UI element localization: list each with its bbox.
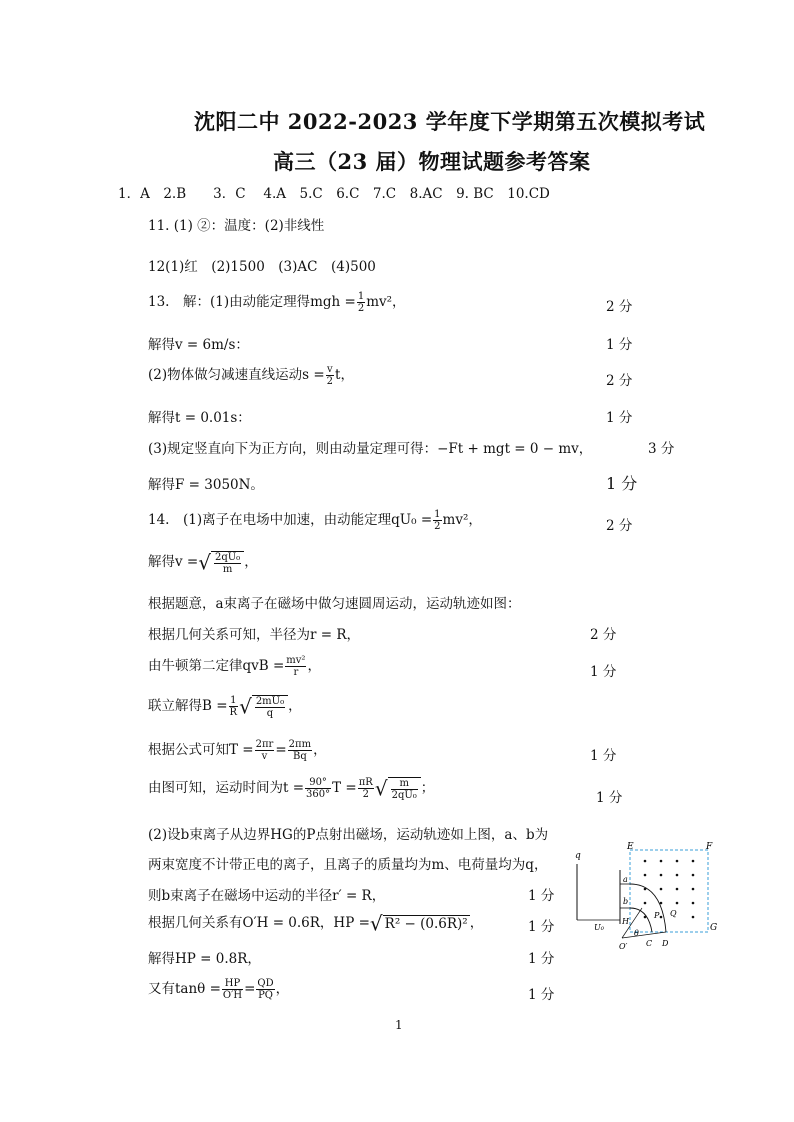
page-number: 1 bbox=[395, 1018, 403, 1032]
q14-line4: 根据几何关系可知，半径为r = R， bbox=[148, 627, 361, 643]
q14-line7: 根据公式可知T = $\frac{2\pi r}{v}$ = $\frac{2\pi m}{Bq}$ ， bbox=[148, 739, 327, 762]
q14-score5: 1 分 bbox=[590, 664, 617, 680]
q14-score13: 1 分 bbox=[528, 951, 555, 967]
field-boundary bbox=[630, 850, 708, 932]
label-b: b bbox=[623, 897, 629, 906]
label-theta: θ bbox=[634, 929, 639, 938]
q13-line4: 解得t = 0.01s： bbox=[148, 410, 251, 426]
trajectory-a bbox=[630, 884, 666, 932]
label-a: a bbox=[623, 875, 628, 884]
q14-line13: 解得HP = 0.8R， bbox=[148, 951, 261, 967]
label-g: G bbox=[710, 923, 718, 933]
label-o-prime: O′ bbox=[619, 942, 628, 951]
q13-score4: 1 分 bbox=[606, 410, 633, 426]
q14-line14: 又有tanθ = $\frac{HP}{O'H}$ = $\frac{QD}{PQ}$ ， bbox=[148, 978, 290, 1001]
q13-score5: 3 分 bbox=[648, 441, 675, 457]
q14-score1: 2 分 bbox=[606, 518, 633, 534]
q14-line2: 解得v =√ $\frac{\text{2qU₀}}{m}$ ， bbox=[148, 550, 258, 575]
q14-line11: 则b束离子在磁场中运动的半径r′ = R， bbox=[148, 888, 386, 904]
q13-line6: 解得F = 3050N。 bbox=[148, 477, 264, 493]
q14-score7: 1 分 bbox=[590, 748, 617, 764]
page-subtitle: 高三（23 届）物理试题参考答案 bbox=[273, 149, 591, 174]
label-h: H bbox=[622, 917, 629, 926]
q14-line5: 由牛顿第二定律qvB = $\frac{\text{mv²}}{r}$ ， bbox=[148, 655, 321, 678]
label-q: q bbox=[575, 851, 581, 861]
answer-12: 12(1)红 (2)1500 (3)AC (4)500 bbox=[148, 259, 376, 275]
q14-line8: 由图可知，运动时间为t = $\frac{90^\circ}{360^\circ}$ T = $\frac{\pi R}{2}$ √ $\frac{m}{\text{2qU₀}}$ ； bbox=[148, 776, 435, 801]
q14-score8: 1 分 bbox=[596, 790, 623, 806]
q13-score6: 1 分 bbox=[606, 474, 638, 493]
radius-line bbox=[622, 932, 666, 938]
q13-score3: 2 分 bbox=[606, 373, 633, 389]
q14-line6: 联立解得B = $\frac{1}{R}$ √ $\frac{\text{2mU₀}}{q}$ ， bbox=[148, 694, 302, 719]
q13-line2: 解得v = 6m/s： bbox=[148, 337, 249, 353]
q13-line5: (3)规定竖直向下为正方向，则由动量定理可得：−Ft + mgt = 0 − mv， bbox=[148, 441, 593, 457]
q14-score12: 1 分 bbox=[528, 919, 555, 935]
label-p: P bbox=[654, 911, 660, 920]
label-d: D bbox=[662, 939, 669, 948]
q14-line12: 根据几何关系有O′H = 0.6R，HP =√ R² − (0.6R)² ， bbox=[148, 911, 484, 936]
label-c: C bbox=[646, 939, 653, 948]
label-f: F bbox=[706, 842, 713, 852]
q13-score2: 1 分 bbox=[606, 337, 633, 353]
answers-choice: 1．A 2.B 3．C 4.A 5.C 6.C 7.C 8.AC 9. BC 10.CD bbox=[118, 186, 550, 202]
field-dots bbox=[644, 860, 695, 919]
q14-score4: 2 分 bbox=[590, 627, 617, 643]
label-u0: U₀ bbox=[594, 923, 604, 932]
q14-score14: 1 分 bbox=[528, 987, 555, 1003]
q13-line3: (2)物体做匀减速直线运动s = $\frac{v}{2}$ t， bbox=[148, 364, 354, 387]
q14-line1: 14. (1)离子在电场中加速，由动能定理qU₀ = $\frac{1}{2}$ mv²， bbox=[148, 509, 482, 532]
label-e: E bbox=[627, 842, 634, 852]
label-q-point: Q bbox=[670, 909, 677, 918]
page-title: 沈阳二中 2022-2023 学年度下学期第五次模拟考试 bbox=[194, 109, 706, 134]
q14-line10: 两束宽度不计带正电的离子，且离子的质量均为m、电荷量均为q， bbox=[148, 857, 548, 873]
q13-line1: 13. 解：(1)由动能定理得mgh = $\frac{1}{2}$ mv²， bbox=[148, 291, 406, 314]
q13-score1: 2 分 bbox=[606, 299, 633, 315]
q14-line9: (2)设b束离子从边界HG的P点射出磁场，运动轨迹如上图，a、b为 bbox=[148, 827, 549, 843]
answer-11: 11. (1) ②：温度：(2)非线性 bbox=[148, 218, 325, 234]
magnetic-field-diagram bbox=[572, 842, 722, 954]
q14-line3: 根据题意，a束离子在磁场中做匀速圆周运动，运动轨迹如图： bbox=[148, 596, 521, 612]
q14-score11: 1 分 bbox=[528, 888, 555, 904]
